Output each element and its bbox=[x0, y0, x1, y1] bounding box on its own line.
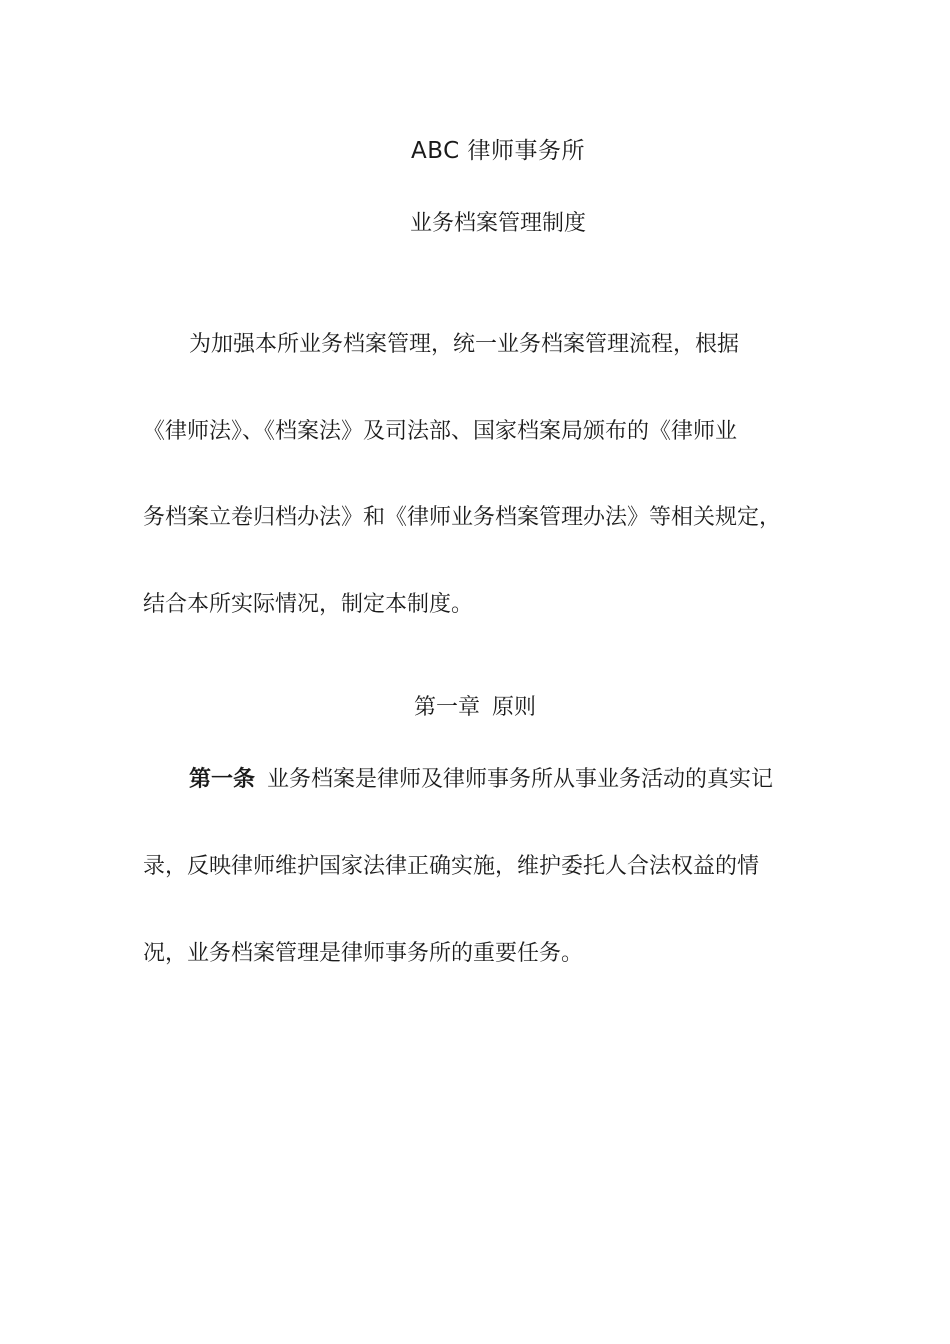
document-title: 业务档案管理制度 bbox=[409, 211, 586, 236]
article-1-text-1: 业务档案是律师及律师事务所从事业务活动的真实记 bbox=[267, 767, 774, 792]
preamble-line-3: 务档案立卷归档办法》和《律师业务档案管理办法》等相关规定， bbox=[143, 505, 782, 530]
preamble-line-4: 结合本所实际情况，制定本制度。 bbox=[143, 592, 474, 617]
firm-name-heading: ABC 律师事务所 bbox=[411, 138, 585, 164]
chapter-title: 原则 bbox=[492, 695, 537, 720]
article-label: 第一条 bbox=[189, 767, 256, 792]
preamble-line-2: 《律师法》、《档案法》及司法部、国家档案局颁布的《律师业 bbox=[143, 419, 738, 444]
article-1-line-2: 录，反映律师维护国家法律正确实施，维护委托人合法权益的情 bbox=[143, 854, 760, 879]
article-1-line-1 bbox=[189, 763, 773, 797]
chapter-number: 第一章 bbox=[413, 695, 480, 720]
article-1-line-3: 况，业务档案管理是律师事务所的重要任务。 bbox=[143, 941, 584, 966]
chapter-heading bbox=[0, 691, 950, 725]
preamble-line-1: 为加强本所业务档案管理，统一业务档案管理流程，根据 bbox=[189, 332, 740, 357]
